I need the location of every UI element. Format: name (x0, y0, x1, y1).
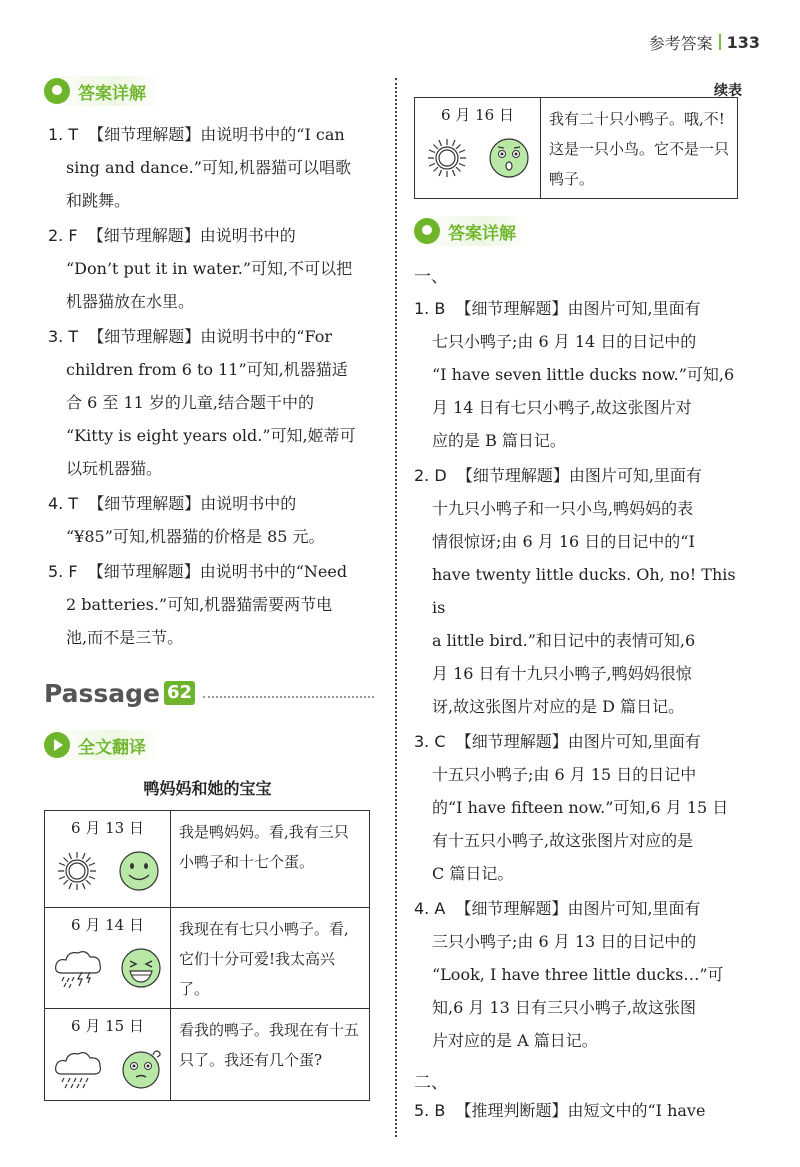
answer-number: 3. T (48, 327, 79, 346)
answer-line: 【细节理解题】由说明书中的 (87, 226, 296, 245)
answer-line: 2 batteries.”可知,机器猫需要两节电 (66, 595, 333, 614)
answers-heading-right (414, 216, 530, 246)
passage-number: 62 (164, 681, 195, 705)
part-two-label: 二、 (414, 1073, 448, 1093)
answers-heading-text: 答案详解 (78, 83, 146, 104)
answer-line: 月 14 日有七只小鸭子,故这张图片对 (432, 398, 692, 417)
diary-date: 6 月 13 日 (71, 819, 144, 837)
answer-line: 三只小鸭子;由 6 月 13 日的日记中的 (432, 932, 697, 951)
answer-line: 【细节理解题】由说明书中的“I can (88, 125, 345, 144)
answer-line: 月 16 日有十九只小鸭子,鸭妈妈很惊 (432, 664, 692, 683)
page-header (649, 30, 760, 54)
answer-line: “I have seven little ducks now.”可知,6 (432, 365, 735, 384)
answer-number: 2. F (48, 226, 78, 245)
answer-item-2 (48, 219, 378, 318)
section-label: 参考答案 (648, 33, 713, 53)
answer-line: 十九只小鸭子和一只小鸟,鸭妈妈的表 (432, 499, 694, 518)
answer-line: 讶,故这张图片对应的是 D 篇日记。 (432, 697, 685, 716)
answer-line: 【细节理解题】由说明书中的 (88, 494, 297, 513)
passage-heading (44, 673, 374, 713)
page-number: 133 (726, 32, 760, 52)
part-one-label: 一、 (414, 267, 448, 287)
answer-line: 以玩机器猫。 (66, 459, 163, 478)
answer-line: 【细节理解题】由说明书中的“Need (87, 562, 348, 581)
diary-date: 6 月 14 日 (71, 916, 144, 934)
answer-item-3 (414, 725, 744, 890)
answer-number: 4. T (48, 494, 79, 513)
answer-line: 【细节理解题】由图片可知,里面有 (455, 732, 701, 751)
answer-number: 3. C (414, 732, 446, 751)
answer-line: 【推理判断题】由短文中的“I have (455, 1101, 706, 1120)
diary-text: 看我的鸭子。我现在有十五只了。我还有几个蛋? (171, 1009, 370, 1101)
diary-picture-cell (45, 908, 171, 1009)
rain-cloud-icon (52, 1046, 106, 1092)
answer-item-3 (48, 320, 378, 485)
answer-list-right (414, 292, 744, 1057)
answer-line: have twenty little ducks. Oh, no! This is (432, 565, 736, 617)
answer-line: 【细节理解题】由图片可知,里面有 (455, 299, 701, 318)
diary-text: 我是鸭妈妈。看,我有三只小鸭子和十七个蛋。 (171, 811, 370, 908)
story-title: 鸭妈妈和她的宝宝 (143, 779, 272, 798)
column-divider (395, 78, 397, 1137)
thinking-face-icon (119, 1047, 163, 1091)
translation-heading (44, 730, 160, 760)
header-divider (719, 34, 721, 50)
answer-line: 十五只小鸭子;由 6 月 15 日的日记中 (432, 765, 697, 784)
answers-heading-left (44, 76, 160, 106)
answer-list-left (48, 118, 378, 654)
diary-table-left (44, 810, 370, 1101)
translation-heading-text: 全文翻译 (78, 737, 146, 758)
answer-item-4 (414, 892, 744, 1057)
answer-item-1 (48, 118, 378, 217)
answer-line: 合 6 至 11 岁的儿童,结合题干中的 (66, 393, 314, 412)
thunderstorm-icon (52, 945, 106, 991)
answer-item-4 (48, 487, 378, 553)
sun-icon (54, 848, 100, 894)
answer-line: C 篇日记。 (432, 864, 514, 883)
answer-line: “¥85”可知,机器猫的价格是 85 元。 (66, 527, 325, 546)
diary-row (45, 1009, 370, 1101)
surprised-face-icon (487, 136, 531, 180)
answer-line: 片对应的是 A 篇日记。 (432, 1031, 598, 1050)
answer-item-5-right (414, 1094, 744, 1127)
answer-number: 1. T (48, 125, 79, 144)
answer-line: 和跳舞。 (66, 191, 131, 210)
answer-line: sing and dance.”可知,机器猫可以唱歌 (66, 158, 352, 177)
diary-row (45, 908, 370, 1009)
laughing-face-icon (119, 946, 163, 990)
diary-table-right (414, 97, 738, 199)
diary-picture-cell (45, 811, 171, 908)
answer-line: “Kitty is eight years old.”可知,姬蒂可 (66, 426, 356, 445)
diary-picture-cell (45, 1009, 171, 1101)
answer-line: children from 6 to 11”可知,机器猫适 (66, 360, 348, 379)
play-icon (44, 732, 70, 758)
answer-line: 情很惊讶;由 6 月 16 日的日记中的“I (432, 532, 695, 551)
answer-item-5 (48, 555, 378, 654)
diary-text: 我现在有七只小鸭子。看,它们十分可爱!我太高兴了。 (171, 908, 370, 1009)
answers-heading-text: 答案详解 (448, 223, 516, 244)
answer-icon (44, 78, 70, 104)
passage-dotted-rule (203, 696, 374, 698)
answer-number: 4. A (414, 899, 446, 918)
answer-number: 2. D (414, 466, 447, 485)
answer-line: “Look, I have three little ducks…”可 (432, 965, 724, 984)
answer-line: 【细节理解题】由图片可知,里面有 (456, 466, 702, 485)
answer-line: 七只小鸭子;由 6 月 14 日的日记中的 (432, 332, 697, 351)
answer-line: “Don’t put it in water.”可知,不可以把 (66, 259, 353, 278)
diary-date: 6 月 16 日 (441, 106, 514, 124)
answer-line: 的“I have fifteen now.”可知,6 月 15 日 (432, 798, 729, 817)
answer-line: 池,而不是三节。 (66, 628, 184, 647)
diary-row (45, 811, 370, 908)
answer-number: 5. F (48, 562, 78, 581)
answer-line: 机器猫放在水里。 (66, 292, 195, 311)
diary-picture-cell (415, 98, 541, 199)
answer-item-1 (414, 292, 744, 457)
happy-face-icon (117, 849, 161, 893)
answer-icon (414, 218, 440, 244)
answer-line: 有十五只小鸭子,故这张图片对应的是 (432, 831, 694, 850)
diary-row (415, 98, 738, 199)
answer-line: 应的是 B 篇日记。 (432, 431, 566, 450)
answer-line: 【细节理解题】由图片可知,里面有 (455, 899, 701, 918)
continued-label: 续表 (714, 83, 742, 99)
answer-item-2 (414, 459, 744, 723)
diary-text: 我有二十只小鸭子。哦,不!这是一只小鸟。它不是一只鸭子。 (541, 98, 738, 199)
answer-line: 知,6 月 13 日有三只小鸭子,故这张图 (432, 998, 696, 1017)
sun-icon (424, 135, 470, 181)
answer-number: 1. B (414, 299, 446, 318)
answer-line: a little bird.”和日记中的表情可知,6 (432, 631, 696, 650)
answer-line: 【细节理解题】由说明书中的“For (88, 327, 332, 346)
answer-number: 5. B (414, 1101, 446, 1120)
diary-date: 6 月 15 日 (71, 1017, 144, 1035)
passage-word: Passage (44, 678, 161, 708)
